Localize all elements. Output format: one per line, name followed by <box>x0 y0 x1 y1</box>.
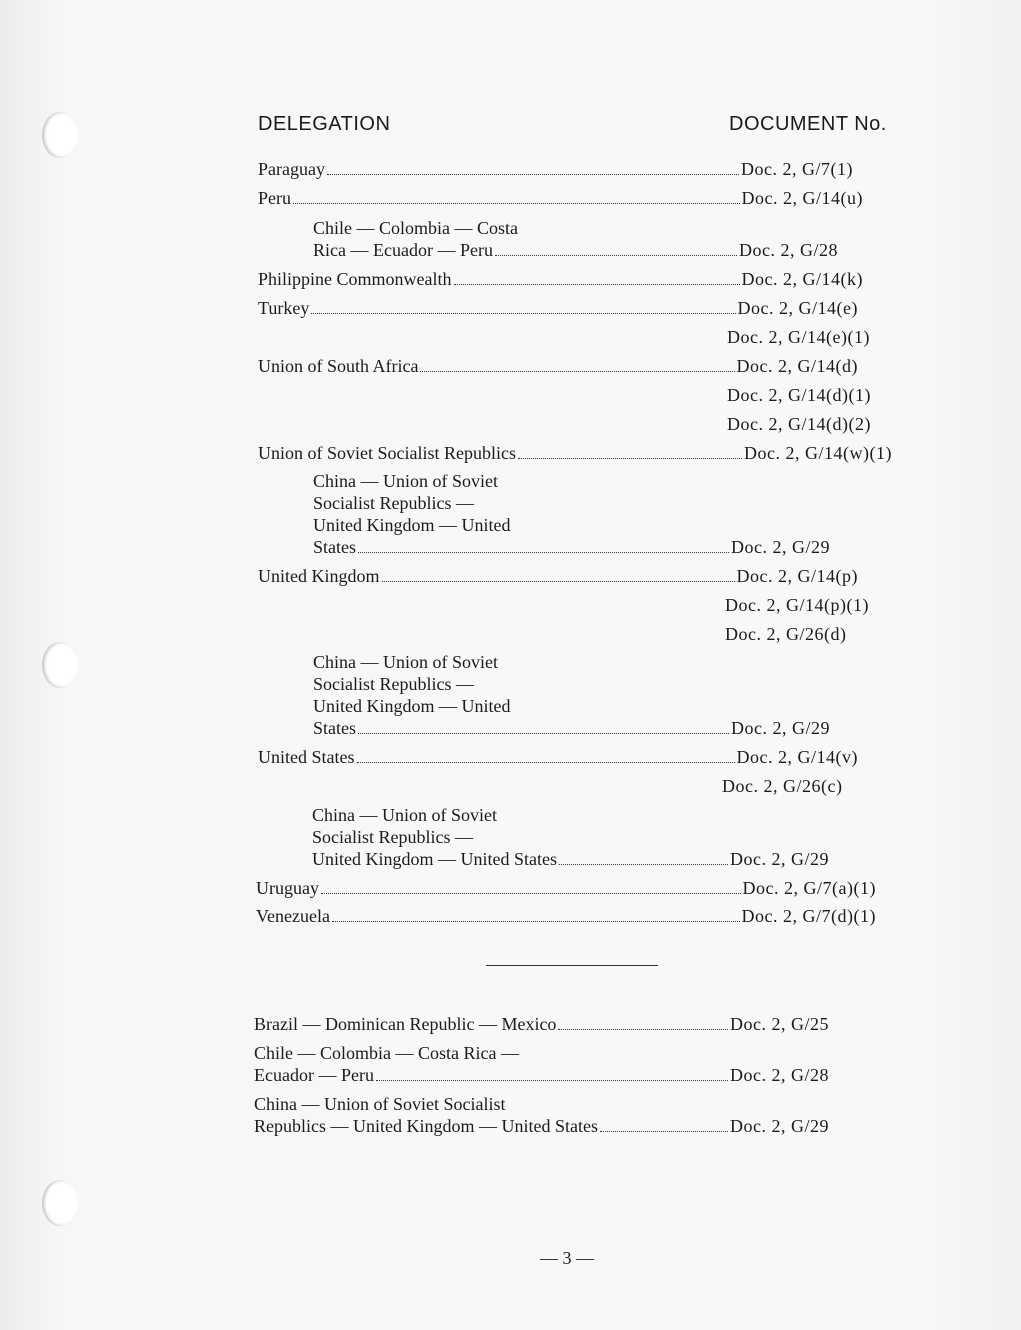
entry-uruguay <box>256 877 876 899</box>
delegation-name: Union of South Africa <box>258 356 419 376</box>
delegation-column-header: DELEGATION <box>258 113 391 135</box>
document-number: Doc. 2, G/14(u) <box>741 188 863 208</box>
document-number: Doc. 2, G/7(1) <box>741 159 853 179</box>
joint-delegation-line: Chile — Colombia — Costa Rica — <box>254 1043 519 1063</box>
delegation-name: Republics — United Kingdom — United States <box>254 1116 598 1136</box>
section-divider <box>486 965 658 966</box>
entry-venezuela <box>256 905 876 927</box>
entry-united-states <box>258 746 858 768</box>
document-number: Doc. 2, G/14(k) <box>741 269 863 289</box>
document-number: Doc. 2, G/28 <box>730 1065 829 1085</box>
entry-ussr-joint <box>313 536 830 558</box>
document-number: Doc. 2, G/28 <box>739 240 838 260</box>
document-number: Doc. 2, G/14(p)(1) <box>725 595 869 615</box>
delegation-name: States <box>313 718 356 738</box>
dot-leader <box>293 203 740 204</box>
dot-leader <box>600 1131 728 1132</box>
entry-union-of-south-africa <box>258 355 858 377</box>
document-number: Doc. 2, G/29 <box>730 1116 829 1136</box>
delegation-name: United States <box>258 747 355 767</box>
delegation-name: United Kingdom <box>258 566 380 586</box>
delegation-name: Peru <box>258 188 291 208</box>
delegation-name: Paraguay <box>258 159 325 179</box>
document-number: Doc. 2, G/14(e) <box>737 298 858 318</box>
joint-delegation-line: Socialist Republics — <box>313 674 474 694</box>
delegation-name: Rica — Ecuador — Peru <box>313 240 493 260</box>
document-number: Doc. 2, G/14(v) <box>736 747 858 767</box>
document-number: Doc. 2, G/14(d)(2) <box>727 414 871 434</box>
dot-leader <box>382 581 735 582</box>
document-number: Doc. 2, G/14(e)(1) <box>727 327 870 347</box>
joint-delegation-line: China — Union of Soviet <box>313 471 498 491</box>
punch-hole-middle <box>42 642 78 688</box>
dot-leader <box>321 893 741 894</box>
document-number: Doc. 2, G/29 <box>731 718 830 738</box>
delegation-name: Ecuador — Peru <box>254 1065 374 1085</box>
document-number: Doc. 2, G/7(a)(1) <box>742 878 876 898</box>
joint-delegation-line: Socialist Republics — <box>313 493 474 513</box>
dot-leader <box>558 1029 728 1030</box>
joint-entry-brazil <box>254 1013 829 1035</box>
document-number: Doc. 2, G/25 <box>730 1014 829 1034</box>
delegation-name: Turkey <box>258 298 310 318</box>
joint-delegation-line: United Kingdom — United <box>313 515 511 535</box>
entry-ussr <box>258 442 892 464</box>
dot-leader <box>358 552 729 553</box>
dot-leader <box>559 864 728 865</box>
entry-turkey <box>258 297 858 319</box>
joint-delegation-line: China — Union of Soviet <box>313 652 498 672</box>
page-number: — 3 — <box>540 1248 594 1268</box>
dot-leader <box>311 313 735 314</box>
dot-leader <box>327 174 739 175</box>
dot-leader <box>376 1080 728 1081</box>
punch-hole-top <box>42 112 78 158</box>
dot-leader <box>358 733 729 734</box>
joint-entry-chile <box>254 1064 829 1086</box>
dot-leader <box>518 458 742 459</box>
delegation-name: States <box>313 537 356 557</box>
entry-philippine-commonwealth <box>258 268 863 290</box>
entry-peru <box>258 187 863 209</box>
joint-delegation-line: United Kingdom — United <box>313 696 511 716</box>
document-number: Doc. 2, G/14(d)(1) <box>727 385 871 405</box>
document-number: Doc. 2, G/29 <box>731 537 830 557</box>
dot-leader <box>357 762 735 763</box>
document-number: Doc. 2, G/14(p) <box>736 566 858 586</box>
joint-delegation-line: China — Union of Soviet Socialist <box>254 1094 506 1114</box>
dot-leader <box>332 921 740 922</box>
entry-paraguay <box>258 158 853 180</box>
entry-peru-joint <box>313 239 838 261</box>
document-number: Doc. 2, G/26(c) <box>722 776 843 796</box>
document-number: Doc. 2, G/7(d)(1) <box>741 906 876 926</box>
delegation-name: Union of Soviet Socialist Republics <box>258 443 516 463</box>
document-number: Doc. 2, G/29 <box>730 849 829 869</box>
delegation-name: Philippine Commonwealth <box>258 269 452 289</box>
document-number: Doc. 2, G/14(w)(1) <box>744 443 892 463</box>
delegation-name: United Kingdom — United States <box>312 849 557 869</box>
entry-united-kingdom <box>258 565 858 587</box>
delegation-name: Uruguay <box>256 878 319 898</box>
entry-us-joint <box>312 848 829 870</box>
dot-leader <box>495 255 737 256</box>
document-number: Doc. 2, G/14(d) <box>736 356 858 376</box>
delegation-name: Venezuela <box>256 906 330 926</box>
punch-hole-bottom <box>42 1180 78 1226</box>
dot-leader <box>420 371 734 372</box>
dot-leader <box>454 284 740 285</box>
entry-uk-joint <box>313 717 830 739</box>
document-column-header: DOCUMENT No. <box>729 113 887 135</box>
joint-entry-china <box>254 1115 829 1137</box>
joint-delegation-line: China — Union of Soviet <box>312 805 497 825</box>
document-number: Doc. 2, G/26(d) <box>725 624 847 644</box>
joint-delegation-line: Chile — Colombia — Costa <box>313 218 518 238</box>
delegation-name: Brazil — Dominican Republic — Mexico <box>254 1014 557 1034</box>
joint-delegation-line: Socialist Republics — <box>312 827 473 847</box>
